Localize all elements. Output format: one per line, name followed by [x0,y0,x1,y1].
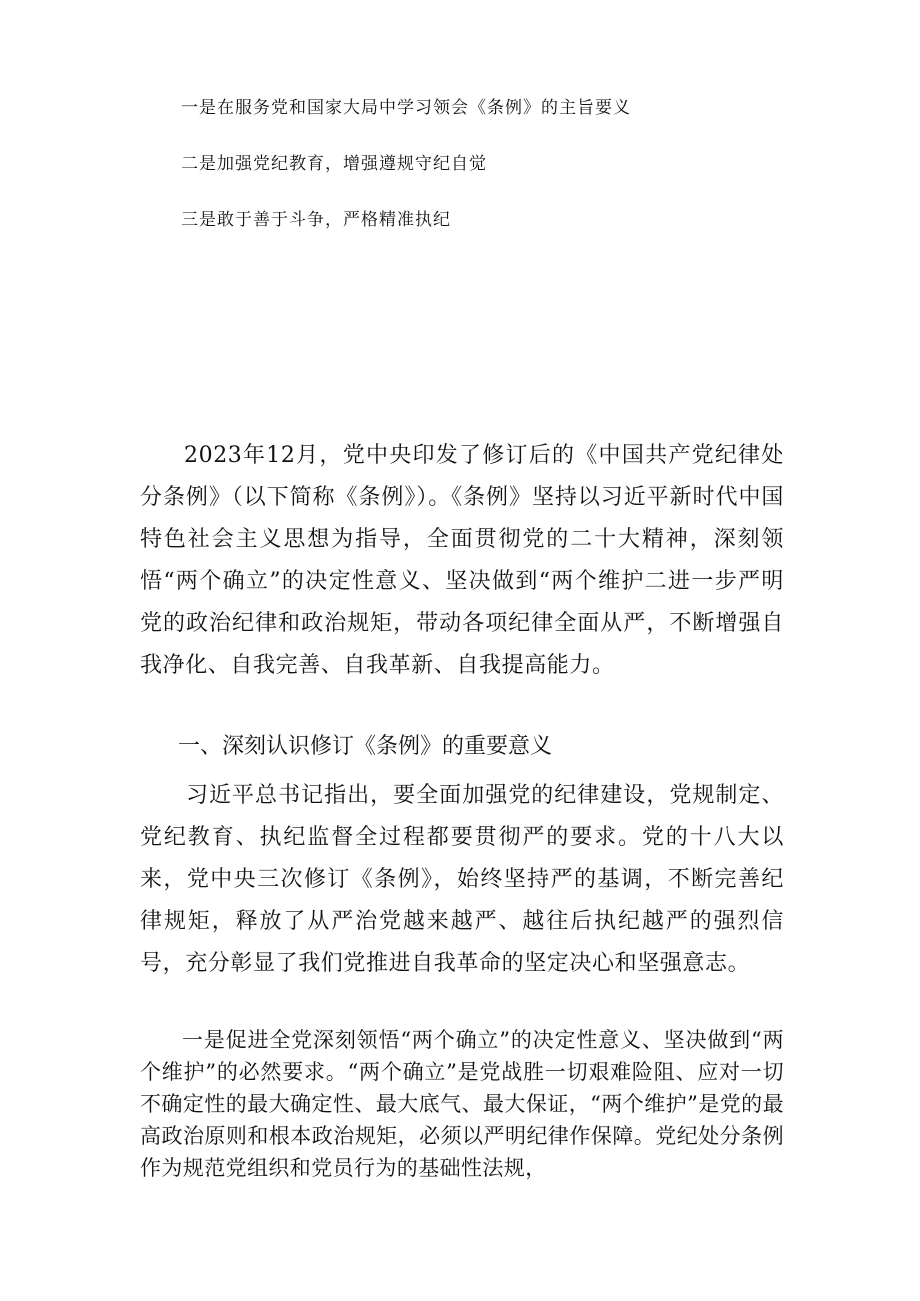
outline-list [181,98,801,266]
outline-item-2: 二是加强党纪教育，增强遵规守纪自觉 [181,154,487,174]
point-paragraph: 一是促进全党深刻领悟“两个确立”的决定性意义、坚决做到“两个维护”的必然要求。“两个确立”是党战胜一切艰难险阻、应对一切不确定性的最大确定性、最大底气、最大保证，“两个维护”是党的最高政治原则和根本政治规矩，必须以严明纪律作保障。党纪处分条例作为规范党组织和党员行为的基础性法规， [140,1028,784,1180]
intro-paragraph: 2023年12月，党中央印发了修订后的《中国共产党纪律处分条例》（以下简称《条例》）。《条例》坚持以习近平新时代中国特色社会主义思想为指导，全面贯彻党的二十大精神，深刻领悟“两个确立”的决定性意义、坚决做到“两个维护二进一步严明党的政治纪律和政治规矩，带动各项纪律全面从严，不断增强自我净化、自我完善、自我革新、自我提高能力。 [140,443,784,678]
outline-item-1: 一是在服务党和国家大局中学习领会《条例》的主旨要义 [181,98,631,118]
section-paragraph: 习近平总书记指出，要全面加强党的纪律建设，党规制定、党纪教育、执纪监督全过程都要贯彻严的要求。党的十八大以来，党中央三次修订《条例》，始终坚持严的基调，不断完善纪律规矩，释放了从严治党越来越严、越往后执纪越严的强烈信号，充分彰显了我们党推进自我革命的坚定决心和坚强意志。 [140,783,784,976]
outline-item-3: 三是敢于善于斗争，严格精准执纪 [181,210,451,230]
section-heading: 一、深刻认识修订《条例》的重要意义 [178,734,553,759]
